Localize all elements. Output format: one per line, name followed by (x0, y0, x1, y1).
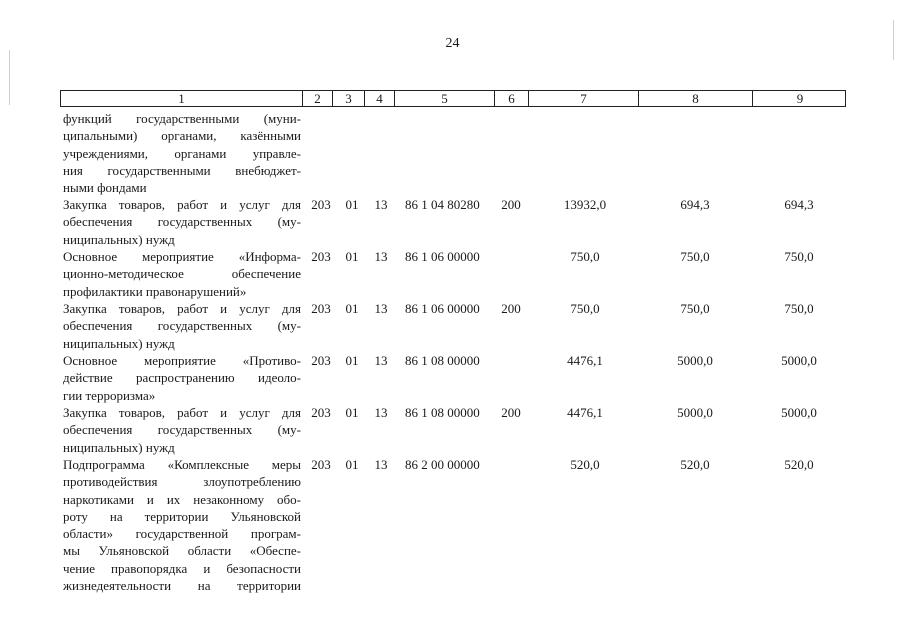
cell-c9: 5000,0 (781, 353, 817, 368)
description-line: ния государственными внебюджет- (63, 162, 301, 178)
description-line: ниципальных) нужд (63, 231, 175, 247)
cell-c4: 13 (374, 197, 388, 212)
cell-c2: 203 (311, 301, 331, 316)
header-col-8: 8 (639, 91, 753, 106)
header-col-7: 7 (529, 91, 639, 106)
table-row (0, 110, 905, 197)
page-number: 24 (445, 36, 460, 51)
header-col-6: 6 (495, 91, 529, 106)
cell-c6: 200 (501, 197, 521, 212)
cell-c9: 750,0 (784, 249, 814, 264)
header-col-3: 3 (333, 91, 365, 106)
description-line: профилактики правонарушений» (63, 283, 247, 299)
description-line: обеспечения государственных (му- (63, 422, 301, 438)
header-col-5: 5 (395, 91, 495, 106)
table-header-row (60, 90, 846, 107)
cell-c5: 86 1 06 00000 (405, 249, 480, 264)
description-line: Закупка товаров, работ и услуг для (63, 301, 301, 316)
cell-c2: 203 (311, 457, 331, 472)
description-line: обеспечения государственных (му- (63, 214, 301, 230)
description-line: функций государственными (муни- (63, 111, 301, 126)
cell-c5: 86 2 00 00000 (405, 457, 480, 472)
cell-c5: 86 1 08 00000 (405, 405, 480, 420)
table-row (0, 456, 905, 594)
table-row (0, 404, 905, 456)
cell-c8: 520,0 (680, 457, 710, 472)
cell-c8: 694,3 (680, 197, 710, 212)
cell-c3: 01 (345, 301, 359, 316)
description-line: ниципальных) нужд (63, 439, 175, 455)
table-row (0, 196, 905, 248)
cell-c7: 750,0 (570, 301, 600, 316)
row-description (63, 110, 301, 196)
cell-c9: 5000,0 (781, 405, 817, 420)
cell-c8: 750,0 (680, 249, 710, 264)
cell-c6: 200 (501, 405, 521, 420)
cell-c3: 01 (345, 405, 359, 420)
header-col-1: 1 (61, 91, 303, 106)
cell-c9: 520,0 (784, 457, 814, 472)
description-line: ниципальных) нужд (63, 335, 175, 351)
cell-c7: 4476,1 (567, 405, 603, 420)
description-line: роту на территории Ульяновской (63, 508, 301, 524)
cell-c3: 01 (345, 353, 359, 368)
description-line: ципальными) органами, казёнными (63, 128, 301, 144)
cell-c2: 203 (311, 405, 331, 420)
cell-c4: 13 (374, 249, 388, 264)
cell-c2: 203 (311, 353, 331, 368)
description-line: противодействия злоупотреблению (63, 474, 301, 490)
cell-c6: 200 (501, 301, 521, 316)
description-line: Основное мероприятие «Противо- (63, 353, 301, 368)
cell-c7: 750,0 (570, 249, 600, 264)
cell-c3: 01 (345, 197, 359, 212)
cell-c5: 86 1 08 00000 (405, 353, 480, 368)
table-row (0, 248, 905, 300)
description-line: Подпрограмма «Комплексные меры (63, 457, 301, 472)
description-line: области» государственной програм- (63, 526, 301, 542)
cell-c3: 01 (345, 249, 359, 264)
table-row (0, 352, 905, 404)
cell-c8: 5000,0 (677, 353, 713, 368)
description-line: жизнедеятельности на территории (63, 578, 301, 594)
row-description (63, 248, 301, 300)
cell-c9: 694,3 (784, 197, 814, 212)
cell-c7: 520,0 (570, 457, 600, 472)
row-description (63, 352, 301, 404)
cell-c3: 01 (345, 457, 359, 472)
row-description (63, 196, 301, 248)
description-line: обеспечения государственных (му- (63, 318, 301, 334)
header-col-2: 2 (303, 91, 333, 106)
row-description (63, 404, 301, 456)
description-line: наркотиками и их незаконному обо- (63, 491, 301, 507)
row-description (63, 300, 301, 352)
cell-c4: 13 (374, 301, 388, 316)
description-line: Основное мероприятие «Информа- (63, 249, 301, 264)
description-line: Закупка товаров, работ и услуг для (63, 197, 301, 212)
cell-c8: 750,0 (680, 301, 710, 316)
description-line: действие распространению идеоло- (63, 370, 301, 386)
cell-c2: 203 (311, 249, 331, 264)
cell-c4: 13 (374, 405, 388, 420)
description-line: ными фондами (63, 180, 147, 196)
cell-c2: 203 (311, 197, 331, 212)
cell-c4: 13 (374, 457, 388, 472)
cell-c5: 86 1 04 80280 (405, 197, 480, 212)
description-line: Закупка товаров, работ и услуг для (63, 405, 301, 420)
cell-c7: 4476,1 (567, 353, 603, 368)
row-description (63, 456, 301, 594)
cell-c7: 13932,0 (563, 197, 607, 212)
scan-margin-mark (9, 50, 10, 105)
description-line: чение правопорядка и безопасности (63, 560, 301, 576)
cell-c4: 13 (374, 353, 388, 368)
description-line: учреждениями, органами управле- (63, 145, 301, 161)
table-row (0, 300, 905, 352)
description-line: ционно-методическое обеспечение (63, 266, 301, 282)
cell-c9: 750,0 (784, 301, 814, 316)
header-col-9: 9 (796, 91, 804, 106)
cell-c5: 86 1 06 00000 (405, 301, 480, 316)
header-col-4: 4 (365, 91, 395, 106)
cell-c8: 5000,0 (677, 405, 713, 420)
description-line: гии терроризма» (63, 387, 156, 403)
description-line: мы Ульяновской области «Обеспе- (63, 543, 301, 559)
